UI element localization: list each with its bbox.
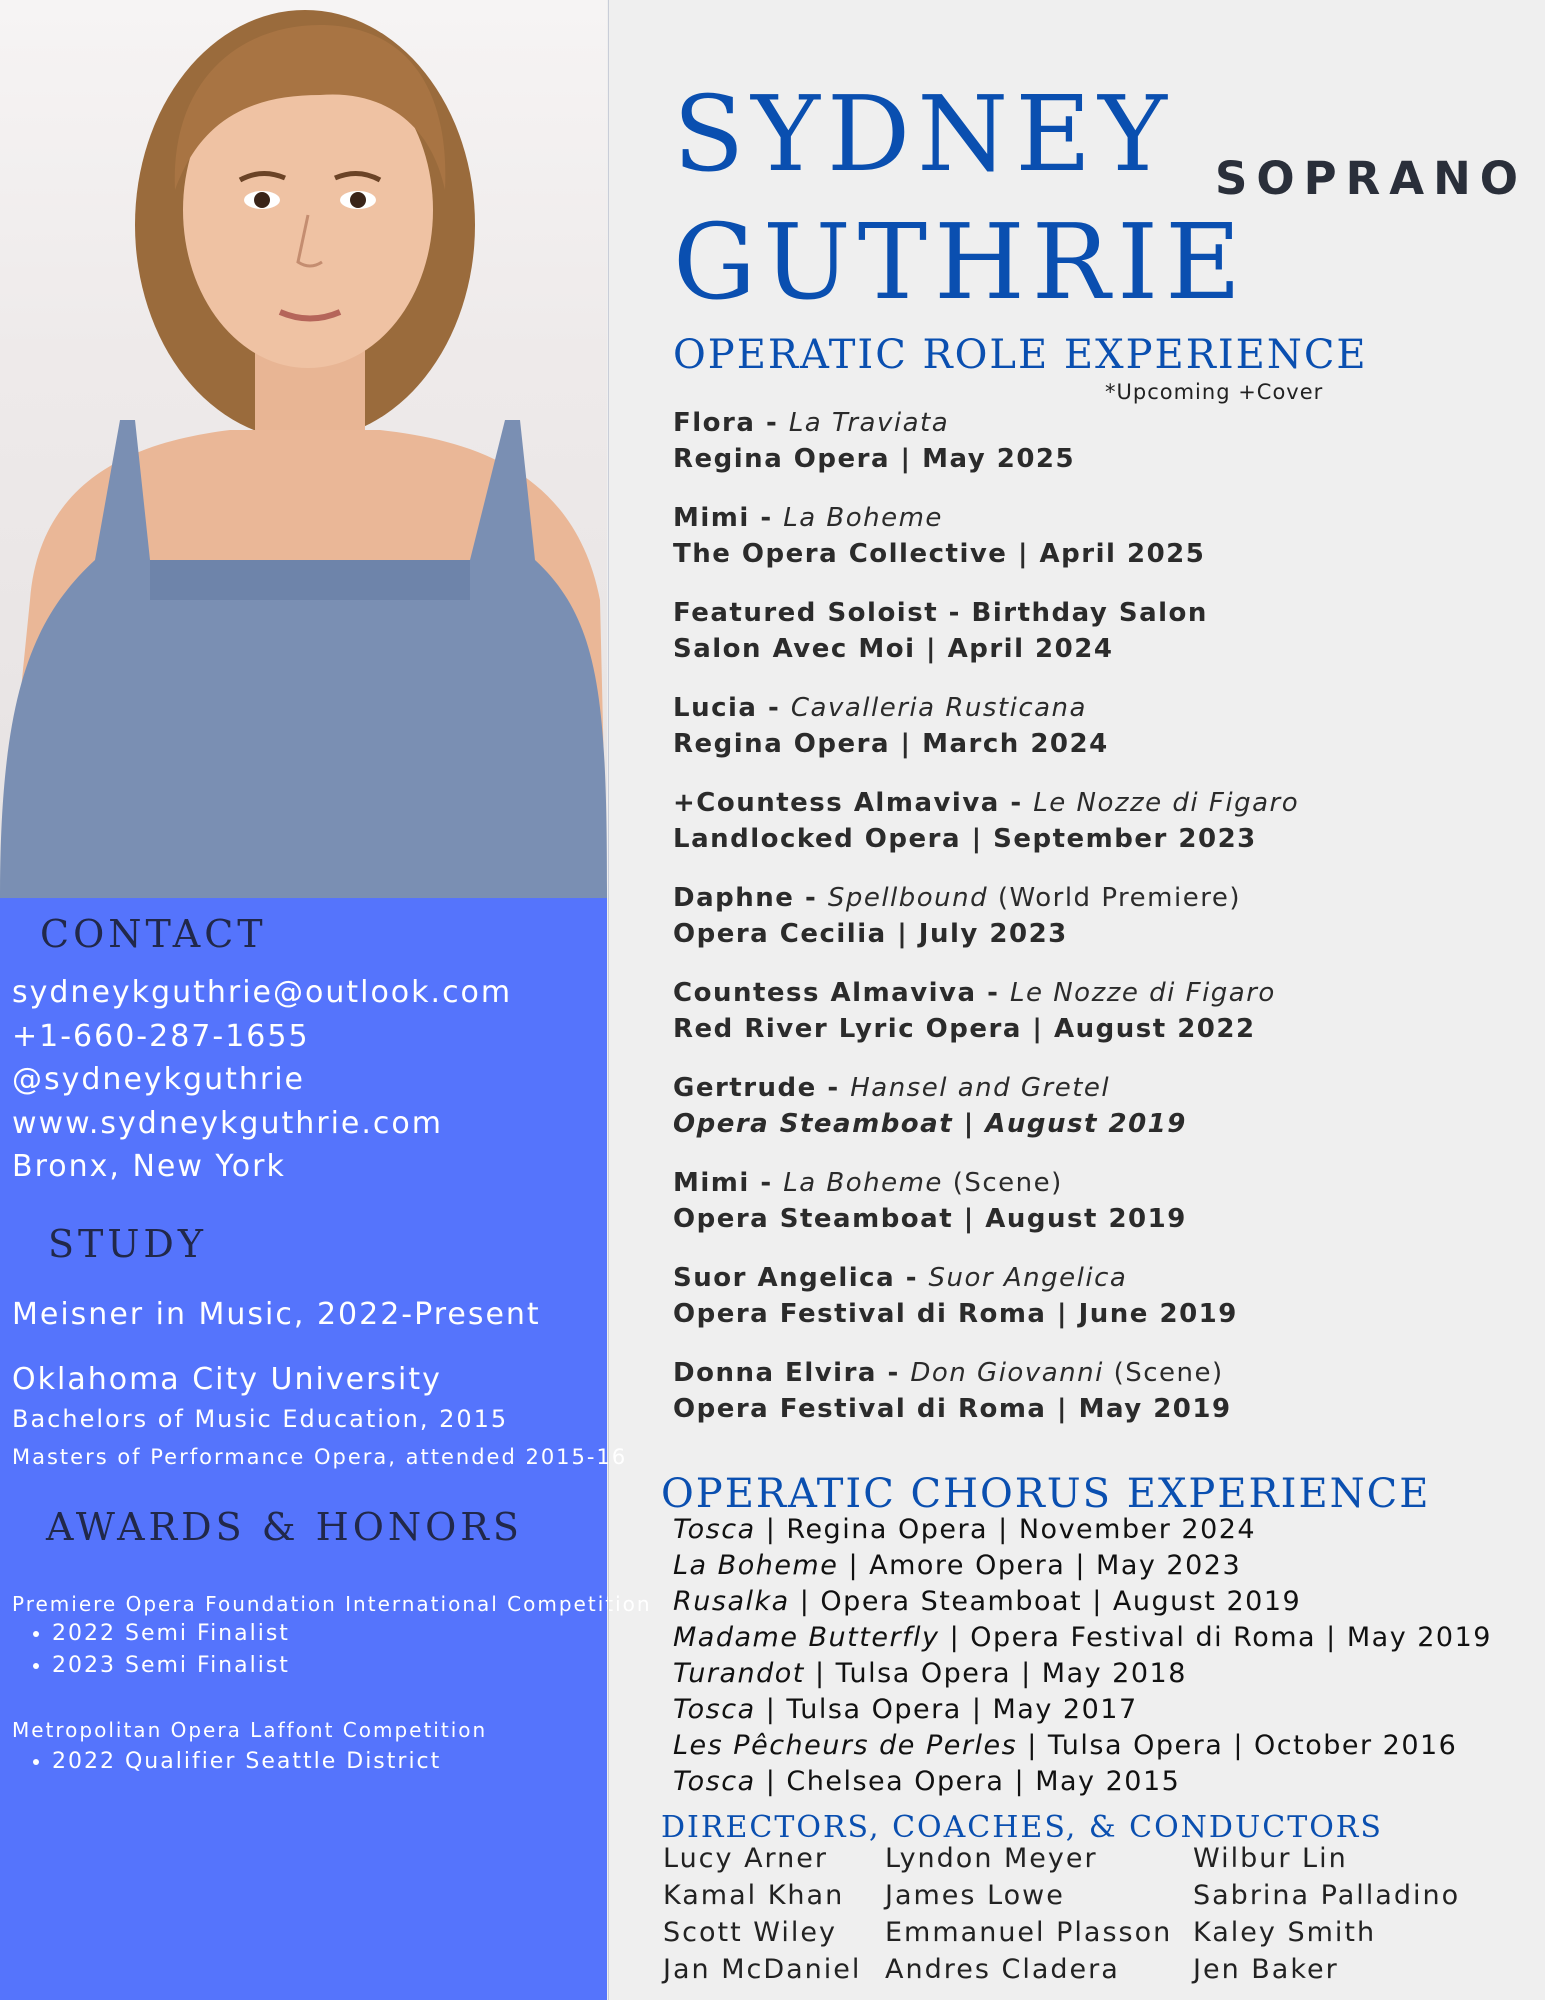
study-degree-bachelors: Bachelors of Music Education, 2015 bbox=[12, 1405, 509, 1433]
headshot-photo bbox=[0, 0, 607, 898]
award-group-name: Premiere Opera Foundation International Competition bbox=[12, 1592, 652, 1616]
study-degree-masters: Masters of Performance Opera, attended 2015-16 bbox=[12, 1445, 628, 1469]
role-entry: Donna Elvira - Don Giovanni (Scene) Opera Festival di Roma | May 2019 bbox=[673, 1358, 1232, 1424]
voice-type: SOPRANO bbox=[1215, 152, 1528, 205]
contact-title: CONTACT bbox=[40, 912, 267, 956]
study-line: Meisner in Music, 2022-Present bbox=[12, 1297, 541, 1332]
role-entry: Lucia - Cavalleria Rusticana Regina Opera | March 2024 bbox=[673, 693, 1109, 759]
first-name: SYDNEY bbox=[673, 73, 1174, 195]
chorus-entry: Madame Butterfly | Opera Festival di Roma | May 2019 bbox=[673, 1622, 1492, 1653]
award-item: • 2022 Qualifier Seattle District bbox=[52, 1746, 441, 1778]
director-name: Lyndon Meyer bbox=[885, 1843, 1098, 1874]
role-entry: Mimi - La Boheme (Scene) Opera Steamboat | August 2019 bbox=[673, 1168, 1187, 1234]
director-name: James Lowe bbox=[885, 1880, 1065, 1911]
study-school: Oklahoma City University bbox=[12, 1362, 442, 1397]
contact-email[interactable]: sydneykguthrie@outlook.com bbox=[12, 975, 513, 1010]
study-title: STUDY bbox=[48, 1222, 207, 1266]
chorus-entry: La Boheme | Amore Opera | May 2023 bbox=[673, 1550, 1242, 1581]
role-entry: Mimi - La Boheme The Opera Collective | April 2025 bbox=[673, 503, 1206, 569]
directors-column bbox=[885, 1840, 1172, 1988]
role-entry: Flora - La Traviata Regina Opera | May 2025 bbox=[673, 408, 1076, 474]
director-name: Scott Wiley bbox=[663, 1917, 837, 1948]
performer-name bbox=[673, 70, 1248, 326]
contact-website[interactable]: www.sydneykguthrie.com bbox=[12, 1106, 443, 1141]
chorus-entry: Tosca | Tulsa Opera | May 2017 bbox=[673, 1694, 1138, 1725]
chorus-entry: Les Pêcheurs de Perles | Tulsa Opera | October 2016 bbox=[673, 1730, 1458, 1761]
director-name: Sabrina Palladino bbox=[1193, 1880, 1461, 1911]
director-name: Jan McDaniel bbox=[663, 1954, 862, 1985]
award-item: • 2022 Semi Finalist bbox=[52, 1618, 290, 1650]
role-entry: Daphne - Spellbound (World Premiere) Opera Cecilia | July 2023 bbox=[673, 883, 1241, 949]
award-list bbox=[12, 1618, 290, 1682]
chorus-entry: Tosca | Regina Opera | November 2024 bbox=[673, 1514, 1257, 1545]
role-entry: +Countess Almaviva - Le Nozze di Figaro Landlocked Opera | September 2023 bbox=[673, 788, 1300, 854]
main-content bbox=[608, 0, 1545, 2000]
directors-column bbox=[1193, 1840, 1460, 1988]
chorus-entry: Rusalka | Opera Steamboat | August 2019 bbox=[673, 1586, 1302, 1617]
role-entry: Countess Almaviva - Le Nozze di Figaro Red River Lyric Opera | August 2022 bbox=[673, 978, 1276, 1044]
role-entry: Featured Soloist - Birthday Salon Salon Avec Moi | April 2024 bbox=[673, 598, 1208, 664]
chorus-entry: Turandot | Tulsa Opera | May 2018 bbox=[673, 1658, 1187, 1689]
chorus-title: OPERATIC CHORUS EXPERIENCE bbox=[661, 1471, 1431, 1517]
role-entry: Gertrude - Hansel and Gretel Opera Steamboat | August 2019 bbox=[673, 1073, 1187, 1139]
award-group-name: Metropolitan Opera Laffont Competition bbox=[12, 1718, 488, 1742]
directors-column bbox=[663, 1840, 861, 1988]
chorus-entry: Tosca | Chelsea Opera | May 2015 bbox=[673, 1766, 1181, 1797]
contact-phone[interactable]: +1-660-287-1655 bbox=[12, 1019, 310, 1054]
director-name: Kaley Smith bbox=[1193, 1917, 1377, 1948]
award-item: • 2023 Semi Finalist bbox=[52, 1650, 290, 1682]
director-name: Kamal Khan bbox=[663, 1880, 845, 1911]
director-name: Lucy Arner bbox=[663, 1843, 829, 1874]
awards-title: AWARDS & HONORS bbox=[46, 1505, 523, 1549]
contact-social-handle[interactable]: @sydneykguthrie bbox=[12, 1062, 305, 1097]
director-name: Jen Baker bbox=[1193, 1954, 1339, 1985]
directors-title: DIRECTORS, COACHES, & CONDUCTORS bbox=[661, 1810, 1383, 1845]
roles-legend: *Upcoming +Cover bbox=[1105, 380, 1324, 404]
award-list bbox=[12, 1746, 441, 1778]
director-name: Andres Cladera bbox=[885, 1954, 1120, 1985]
role-entry: Suor Angelica - Suor Angelica Opera Festival di Roma | June 2019 bbox=[673, 1263, 1238, 1329]
director-name: Wilbur Lin bbox=[1193, 1843, 1348, 1874]
contact-location: Bronx, New York bbox=[12, 1149, 286, 1184]
roles-title: OPERATIC ROLE EXPERIENCE bbox=[673, 332, 1368, 378]
director-name: Emmanuel Plasson bbox=[885, 1917, 1173, 1948]
left-sidebar bbox=[0, 0, 652, 2000]
last-name: GUTHRIE bbox=[673, 201, 1249, 323]
headshot-illustration bbox=[0, 0, 607, 898]
